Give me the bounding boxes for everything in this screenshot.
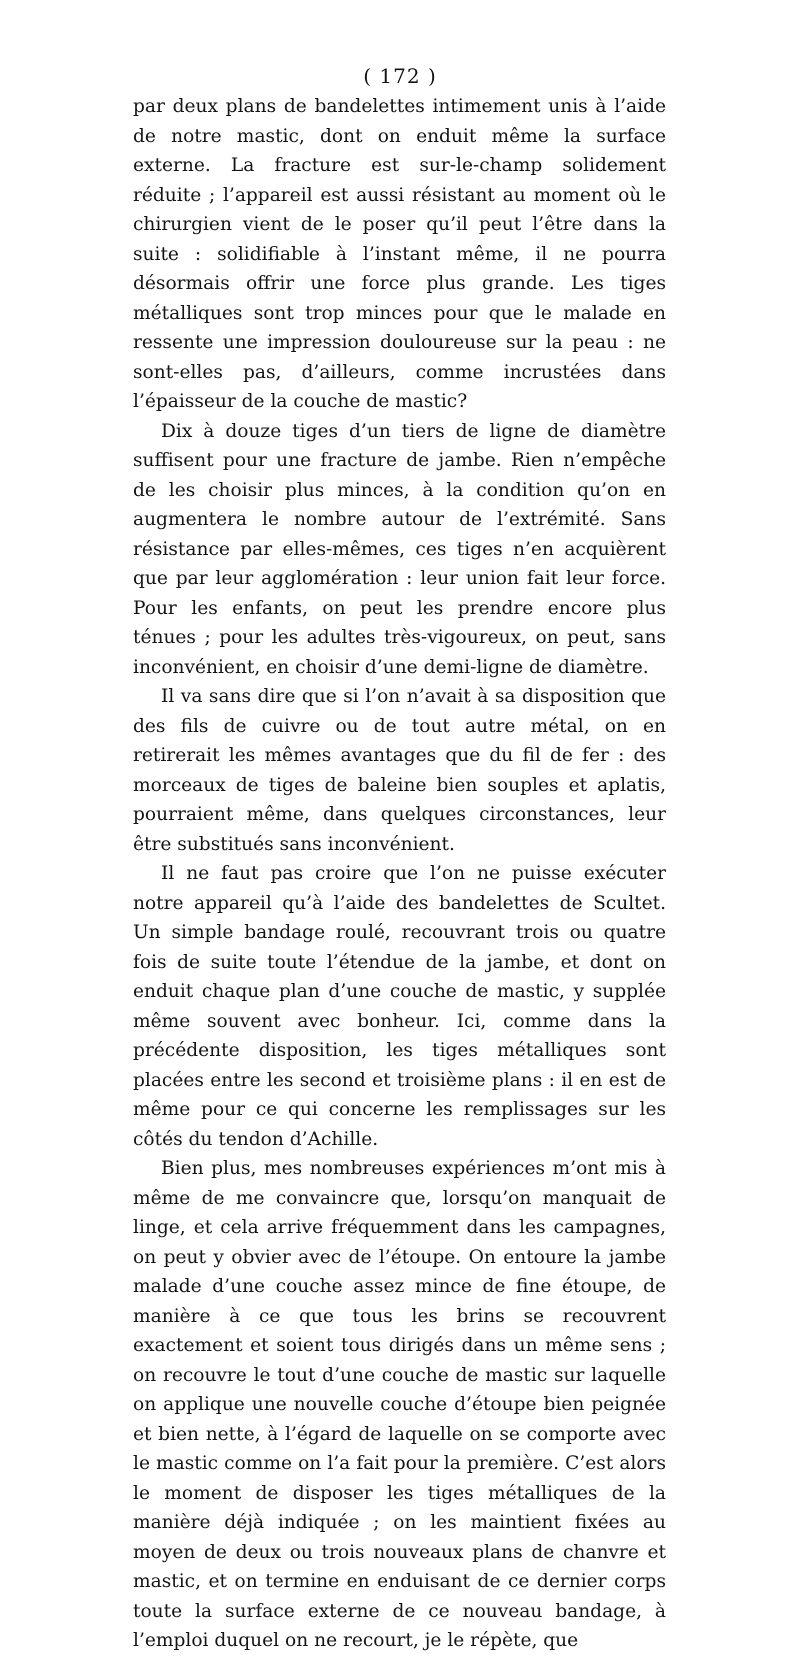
body-text: [133, 92, 666, 1656]
paragraph-5: Bien plus, mes nombreuses expériences m’ont mis à même de me convaincre que, lorsqu’on manquait de linge, et cela arrive fréquemment dans les campagnes, on peut y obvier avec de l’étoupe. On entoure la jambe malade d’une couche assez mince de fine étoupe, de manière à ce que tous les brins se recouvrent exactement et soient tous dirigés dans un même sens ; on recouvre le tout d’une couche de mastic sur laquelle on applique une nouvelle couche d’étoupe bien peignée et bien nette, à l’égard de laquelle on se comporte avec le mastic comme on l’a fait pour la première. C’est alors le moment de disposer les tiges métalliques de la manière déjà indiquée ; on les maintient fixées au moyen de deux ou trois nouveaux plans de chanvre et mastic, et on termine en enduisant de ce dernier corps toute la surface externe de ce nouveau bandage, à l’emploi duquel on ne recourt, je le répète, que: [133, 1158, 666, 1651]
paragraph-2: Dix à douze tiges d’un tiers de ligne de diamètre suffisent pour une fracture de jambe. Rien n’empêche de les choisir plus minces, à la condition qu’on en augmentera le nombre autour de l’extrémité. Sans résistance par elles-mêmes, ces tiges n’en acquièrent que par leur agglomération : leur union fait leur force. Pour les enfants, on peut les prendre encore plus ténues ; pour les adultes très-vigoureux, on peut, sans inconvénient, en choisir d’une demi-ligne de diamètre.: [133, 420, 666, 678]
page-number: ( 172 ): [363, 64, 437, 88]
paragraph-1: par deux plans de bandelettes intimement unis à l’aide de notre mastic, dont on enduit même la surface externe. La fracture est sur-le-champ solidement réduite ; l’appareil est aussi résistant au moment où le chirurgien vient de le poser qu’il peut l’être dans la suite : solidifiable à l’instant même, il ne pourra désormais offrir une force plus grande. Les tiges métalliques sont trop minces pour que le malade en ressente une impression douloureuse sur la peau : ne sont-elles pas, d’ailleurs, comme incrustées dans l’épaisseur de la couche de mastic?: [133, 96, 666, 412]
paragraph-4: Il ne faut pas croire que l’on ne puisse exécuter notre appareil qu’à l’aide des bandelettes de Scultet. Un simple bandage roulé, recouvrant trois ou quatre fois de suite toute l’étendue de la jambe, et dont on enduit chaque plan d’une couche de mastic, y supplée même souvent avec bonheur. Ici, comme dans la précédente disposition, les tiges métalliques sont placées entre les second et troisième plans : il en est de même pour ce qui concerne les remplissages sur les côtés du tendon d’Achille.: [133, 863, 666, 1150]
paragraph-3: Il va sans dire que si l’on n’avait à sa disposition que des fils de cuivre ou de tout autre métal, on en retirerait les mêmes avantages que du fil de fer : des morceaux de tiges de baleine bien souples et aplatis, pourraient même, dans quelques circonstances, leur être substitués sans inconvénient.: [133, 686, 666, 855]
